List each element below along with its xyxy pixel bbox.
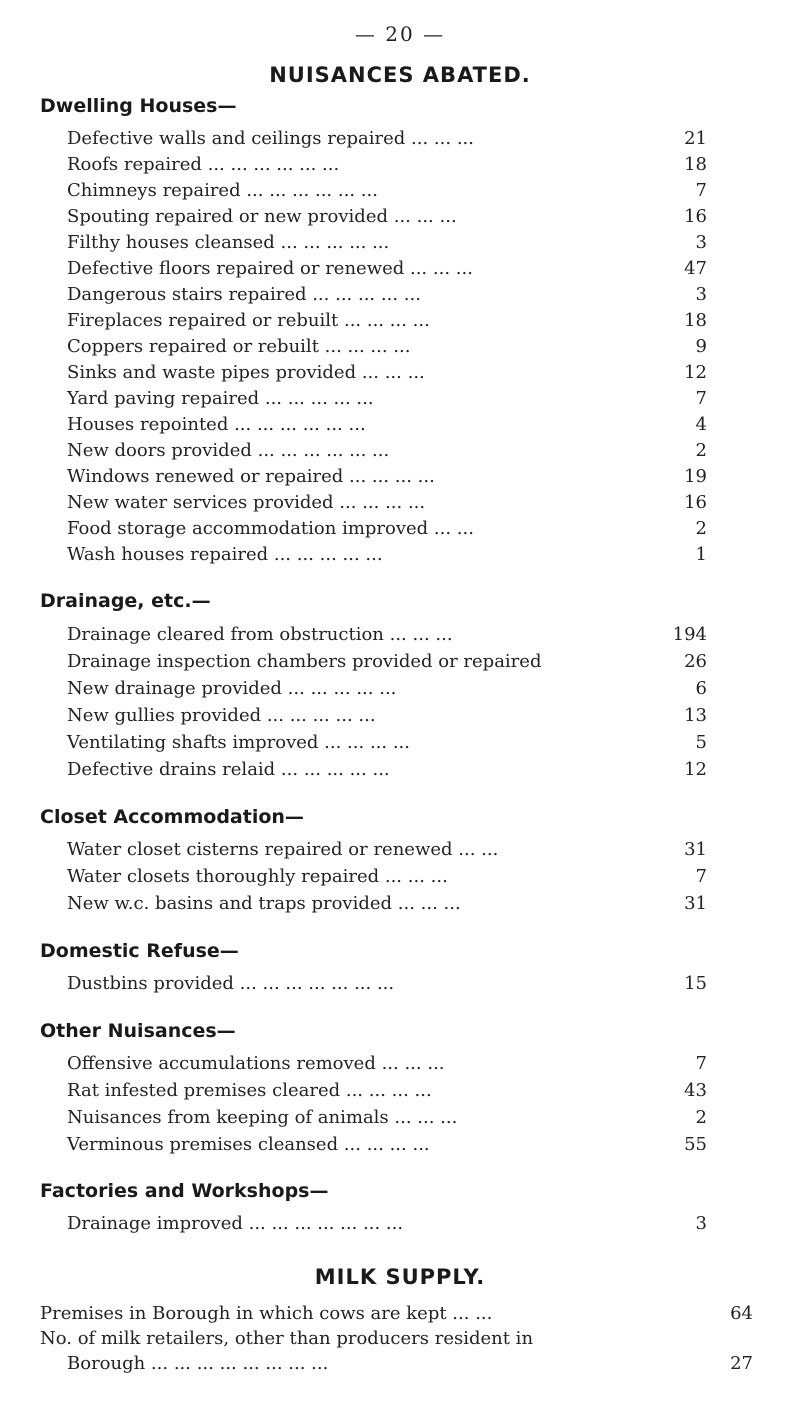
table-row [67, 333, 707, 361]
row-label: Water closet cisterns repaired or renewed ... ... [67, 839, 499, 860]
table-row [67, 1104, 707, 1132]
row-value: 55 [684, 1134, 707, 1155]
row-value: 47 [684, 258, 707, 279]
row-label: Premises in Borough in which cows are kept ... ... [40, 1303, 493, 1324]
row-label: Food storage accommodation improved ... ... [67, 518, 474, 539]
nuisances-abated-title: NUISANCES ABATED. [269, 63, 531, 87]
row-label: New water services provided ... ... ... ... [67, 492, 426, 513]
table-row [67, 177, 707, 205]
row-value: 2 [695, 1107, 707, 1128]
row-label: Houses repointed ... ... ... ... ... ... [67, 414, 366, 435]
row-value: 7 [695, 180, 707, 201]
row-label: New w.c. basins and traps provided ... ... ... [67, 893, 461, 914]
row-label: Nuisances from keeping of animals ... ... ... [67, 1107, 458, 1128]
row-label: Drainage improved ... ... ... ... ... ... ... [67, 1213, 404, 1234]
table-row [67, 385, 707, 413]
table-row [67, 359, 707, 387]
section-heading-drainage: Drainage, etc.— [40, 590, 211, 612]
row-value: 4 [695, 414, 707, 435]
row-value: 21 [684, 128, 707, 149]
milk-row-premises [40, 1300, 753, 1328]
row-value: 5 [695, 732, 707, 753]
row-label: Water closets thoroughly repaired ... ... ... [67, 866, 448, 887]
table-row [67, 970, 707, 998]
table-row [67, 307, 707, 335]
row-label: Drainage inspection chambers provided or repaired [67, 651, 542, 672]
milk-supply-title: MILK SUPPLY. [314, 1265, 486, 1289]
row-value: 27 [730, 1353, 753, 1374]
row-value: 1 [695, 544, 707, 565]
section-heading-closet-accommodation: Closet Accommodation— [40, 806, 304, 828]
row-value: 31 [684, 839, 707, 860]
row-value: 7 [695, 866, 707, 887]
row-value: 2 [695, 518, 707, 539]
row-label: Chimneys repaired ... ... ... ... ... ... [67, 180, 378, 201]
table-row [67, 1131, 707, 1159]
row-label: Defective walls and ceilings repaired ... ... ... [67, 128, 474, 149]
table-row [67, 541, 707, 569]
row-value: 194 [672, 624, 707, 645]
row-label: New gullies provided ... ... ... ... ... [67, 705, 376, 726]
row-label: Windows renewed or repaired ... ... ... ... [67, 466, 435, 487]
row-value: 7 [695, 388, 707, 409]
section-heading-dwelling-houses: Dwelling Houses— [40, 95, 237, 117]
table-row [67, 489, 707, 517]
milk-row-retailers-cont [40, 1350, 753, 1378]
row-value: 3 [695, 1213, 707, 1234]
table-row [67, 515, 707, 543]
row-value: 12 [684, 759, 707, 780]
row-value: 31 [684, 893, 707, 914]
table-row [67, 437, 707, 465]
milk-row-retailers [40, 1325, 753, 1353]
row-label: Defective drains relaid ... ... ... ... ... [67, 759, 390, 780]
table-row [67, 255, 707, 283]
row-value: 19 [684, 466, 707, 487]
table-row [67, 756, 707, 784]
row-label: Verminous premises cleansed ... ... ... ... [67, 1134, 430, 1155]
table-row [67, 1077, 707, 1105]
row-value: 15 [684, 973, 707, 994]
page-number: — 20 — [354, 22, 446, 46]
row-value: 43 [684, 1080, 707, 1101]
row-value: 18 [684, 310, 707, 331]
row-value: 16 [684, 492, 707, 513]
row-value: 7 [695, 1053, 707, 1074]
table-row [67, 621, 707, 649]
row-label: Coppers repaired or rebuilt ... ... ... ... [67, 336, 411, 357]
row-label: Dangerous stairs repaired ... ... ... ... ... [67, 284, 421, 305]
row-label: Wash houses repaired ... ... ... ... ... [67, 544, 383, 565]
table-row [67, 151, 707, 179]
row-label: Yard paving repaired ... ... ... ... ... [67, 388, 374, 409]
row-label: Filthy houses cleansed ... ... ... ... ... [67, 232, 390, 253]
row-value: 3 [695, 284, 707, 305]
section-heading-other-nuisances: Other Nuisances— [40, 1020, 236, 1042]
table-row [67, 1050, 707, 1078]
row-label: Offensive accumulations removed ... ... ... [67, 1053, 445, 1074]
table-row [67, 1210, 707, 1238]
table-row [67, 281, 707, 309]
row-label: Borough ... ... ... ... ... ... ... ... [67, 1353, 329, 1374]
table-row [67, 702, 707, 730]
row-label: Rat infested premises cleared ... ... ... ... [67, 1080, 432, 1101]
row-label: Drainage cleared from obstruction ... ... ... [67, 624, 453, 645]
row-label: Spouting repaired or new provided ... ... ... [67, 206, 457, 227]
row-label: Sinks and waste pipes provided ... ... ... [67, 362, 425, 383]
table-row [67, 203, 707, 231]
row-value: 16 [684, 206, 707, 227]
table-row [67, 890, 707, 918]
table-row [67, 463, 707, 491]
row-label: Roofs repaired ... ... ... ... ... ... [67, 154, 340, 175]
row-label: Dustbins provided ... ... ... ... ... ... ... [67, 973, 395, 994]
table-row [67, 229, 707, 257]
row-value: 26 [684, 651, 707, 672]
row-value: 9 [695, 336, 707, 357]
table-row [67, 675, 707, 703]
row-label: New drainage provided ... ... ... ... ... [67, 678, 397, 699]
row-label: Ventilating shafts improved ... ... ... ... [67, 732, 410, 753]
table-row [67, 411, 707, 439]
row-value: 6 [695, 678, 707, 699]
table-row [67, 648, 707, 676]
row-value: 64 [730, 1303, 753, 1324]
table-row [67, 125, 707, 153]
row-value: 3 [695, 232, 707, 253]
row-value: 12 [684, 362, 707, 383]
table-row [67, 836, 707, 864]
row-value: 18 [684, 154, 707, 175]
row-label: Defective floors repaired or renewed ... ... ... [67, 258, 473, 279]
row-value: 2 [695, 440, 707, 461]
table-row [67, 729, 707, 757]
section-heading-domestic-refuse: Domestic Refuse— [40, 940, 239, 962]
row-label: Fireplaces repaired or rebuilt ... ... ... ... [67, 310, 430, 331]
table-row [67, 863, 707, 891]
row-label: No. of milk retailers, other than producers resident in [40, 1328, 534, 1349]
section-heading-factories-workshops: Factories and Workshops— [40, 1180, 329, 1202]
row-value: 13 [684, 705, 707, 726]
row-label: New doors provided ... ... ... ... ... ... [67, 440, 390, 461]
